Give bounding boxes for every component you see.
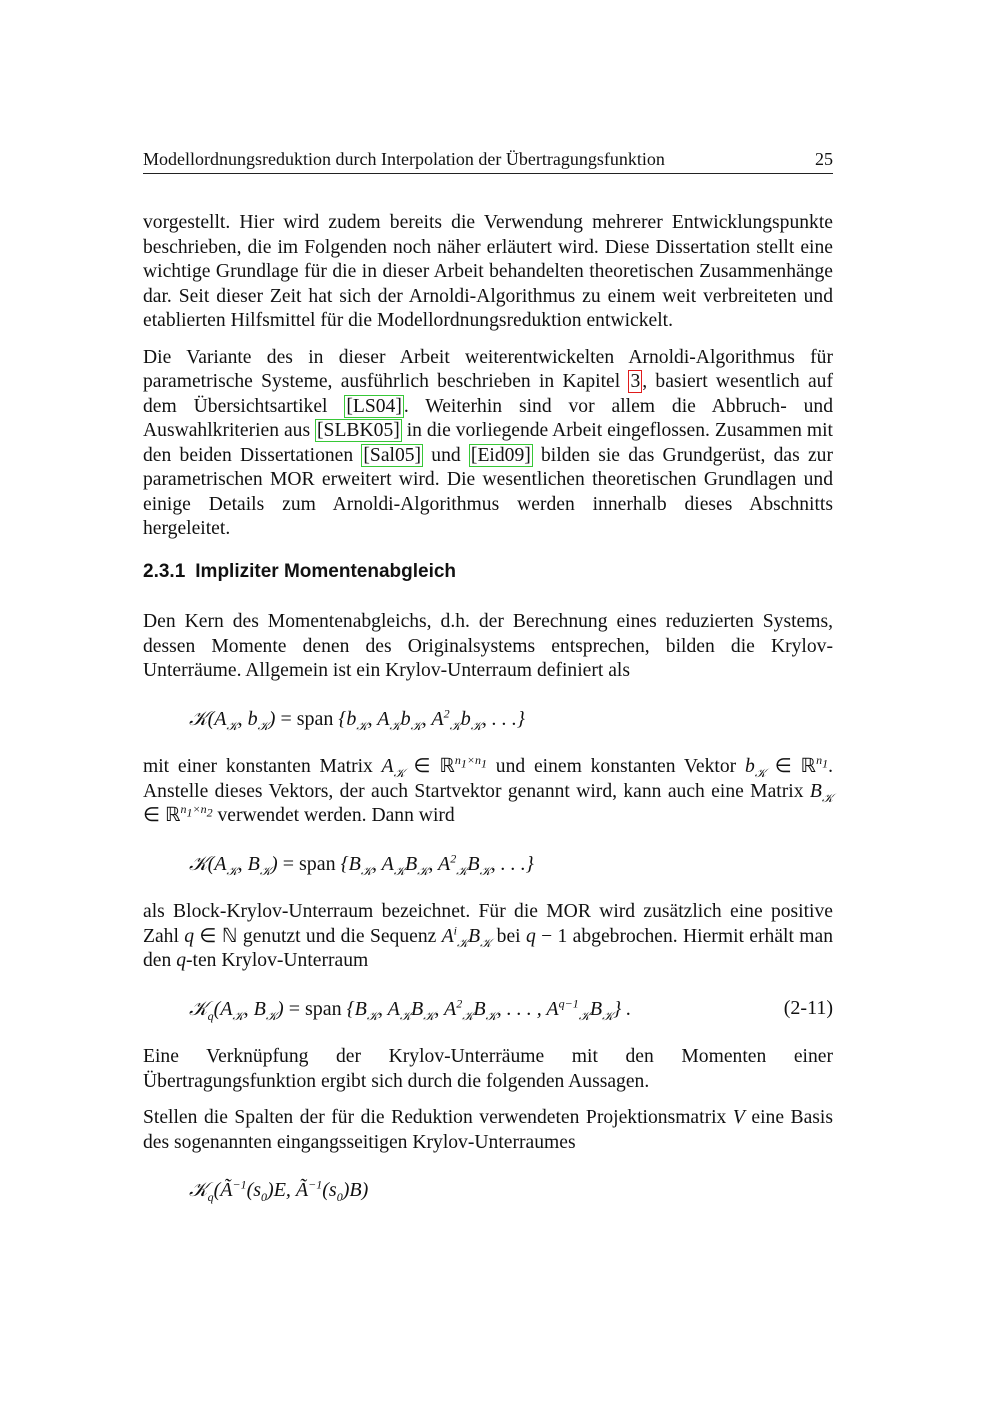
equation-input-krylov: $𝒦_q(Ã^{-1}(s_0)E$, $Ã^{-1}(s_0)B$) — [189, 1177, 369, 1204]
section-heading — [143, 560, 833, 585]
paragraph-7: Stellen die Spalten der für die Reduktion verwendeten Projektionsmatrix V eine Basis des sogenannten eingangsseitigen Krylov-Unterraumes — [143, 1107, 834, 1153]
citation-slbk05-link[interactable]: [SLBK05] — [317, 420, 400, 441]
body-text — [143, 211, 833, 1227]
running-header — [143, 146, 833, 174]
citation-sal05-link[interactable]: [Sal05] — [363, 444, 422, 466]
equation-number: (2-11) — [783, 997, 833, 1019]
equation-block-krylov: $𝒦(A_𝒦$, $B_𝒦$) = span {$B_𝒦$, $A_𝒦B_𝒦$, $A^2_𝒦B_𝒦$, . . .} — [189, 850, 534, 878]
paragraph-6: Eine Verknüpfung der Krylov-Unterräume mit den Momenten einer Übertragungsfunktion ergibt sich durch die folgenden Aussagen. — [143, 1046, 833, 1092]
paragraph-3: Den Kern des Momentenabgleichs, d.h. der Berechnung eines reduzierten Systems, dessen Momente denen des Originalsystems entsprechen, bilden die Krylov-Unterräume. Allgemein ist ein Krylov-Unterraum definiert als — [143, 611, 833, 681]
paragraph-2: Die Variante des in dieser Arbeit weiterentwickelten Arnoldi-Algorithmus für parametrische Systeme, ausführlich beschrieben in Kapitel 3 , basiert wesentlich auf dem Übersichtsartikel [LS04] . Weiterhin sind vor allem die Abbruch- und Auswahlkriterien aus [SLBK05] in die vorliegende Arbeit eingeflossen. Zusammen mit den beiden Dissertationen [Sal05] und [Eid09] bilden sie das Grundgerüst, das zur parametrischen MOR erweitert wird. Die wesentlichen theoretischen Grundlagen und einige Details zum Arnoldi-Algorithmus werden innerhalb dieses Abschnitts hergeleitet. — [143, 346, 833, 539]
citation-ls04-link[interactable]: [LS04] — [346, 395, 402, 417]
paragraph-1: vorgestellt. Hier wird zudem bereits die Verwendung mehrerer Entwicklungspunkte beschrieben, die im Folgenden noch näher erläutert wird. Diese Dissertation stellt eine wichtige Grundlage für die in dieser Arbeit behandelten theoretischen Zusammenhänge dar. Seit dieser Zeit hat sich der Arnoldi-Algorithmus zu einem weit verbreiteten und etablierten Hilfsmittel für die Modellordnungsreduktion entwickelt. — [143, 212, 833, 331]
chapter-ref-link[interactable]: 3 — [630, 371, 641, 392]
citation-eid09-link[interactable]: [Eid09] — [470, 444, 531, 466]
equation-2-11: $𝒦_q(A_𝒦$, $B_𝒦$) = span {$B_𝒦$, $A_𝒦B_𝒦$, $A^2_𝒦B_𝒦$, . . . , $A^{q-1}_𝒦B_𝒦$} . (2-11) — [189, 995, 833, 1023]
section-number: 2.3.1 — [143, 560, 186, 582]
page-number: 25 — [815, 149, 833, 169]
paragraph-5: als Block-Krylov-Unterraum bezeichnet. Für die MOR wird zusätzlich eine positive Zahl q ∈ ℕ genutzt und die Sequenz $A^i_𝒦B_𝒦$ bei q − 1 abgebrochen. Hiermit erhält man den q-ten Krylov-Unterraum — [143, 901, 833, 971]
equation-krylov-vector: $𝒦(A_𝒦$, $b_𝒦$) = span {$b_𝒦$, $A_𝒦b_𝒦$, $A^2_𝒦b_𝒦$, . . .} — [189, 705, 525, 733]
header-title: Modellordnungsreduktion durch Interpolation der Übertragungsfunktion — [143, 149, 665, 169]
section-title: Impliziter Momentenabgleich — [195, 560, 457, 582]
paragraph-4: mit einer konstanten Matrix $A_𝒦$ ∈ ℝ$^{n_1\times n_1}$ und einem konstanten Vektor $b_𝒦$ ∈ ℝ$^{n_1}$. Anstelle dieses Vektors, der auch Startvektor genannt wird, kann auch eine Matrix $B_𝒦$ ∈ ℝ$^{n_1\times n_2}$ verwendet werden. Dann wird — [143, 753, 833, 826]
